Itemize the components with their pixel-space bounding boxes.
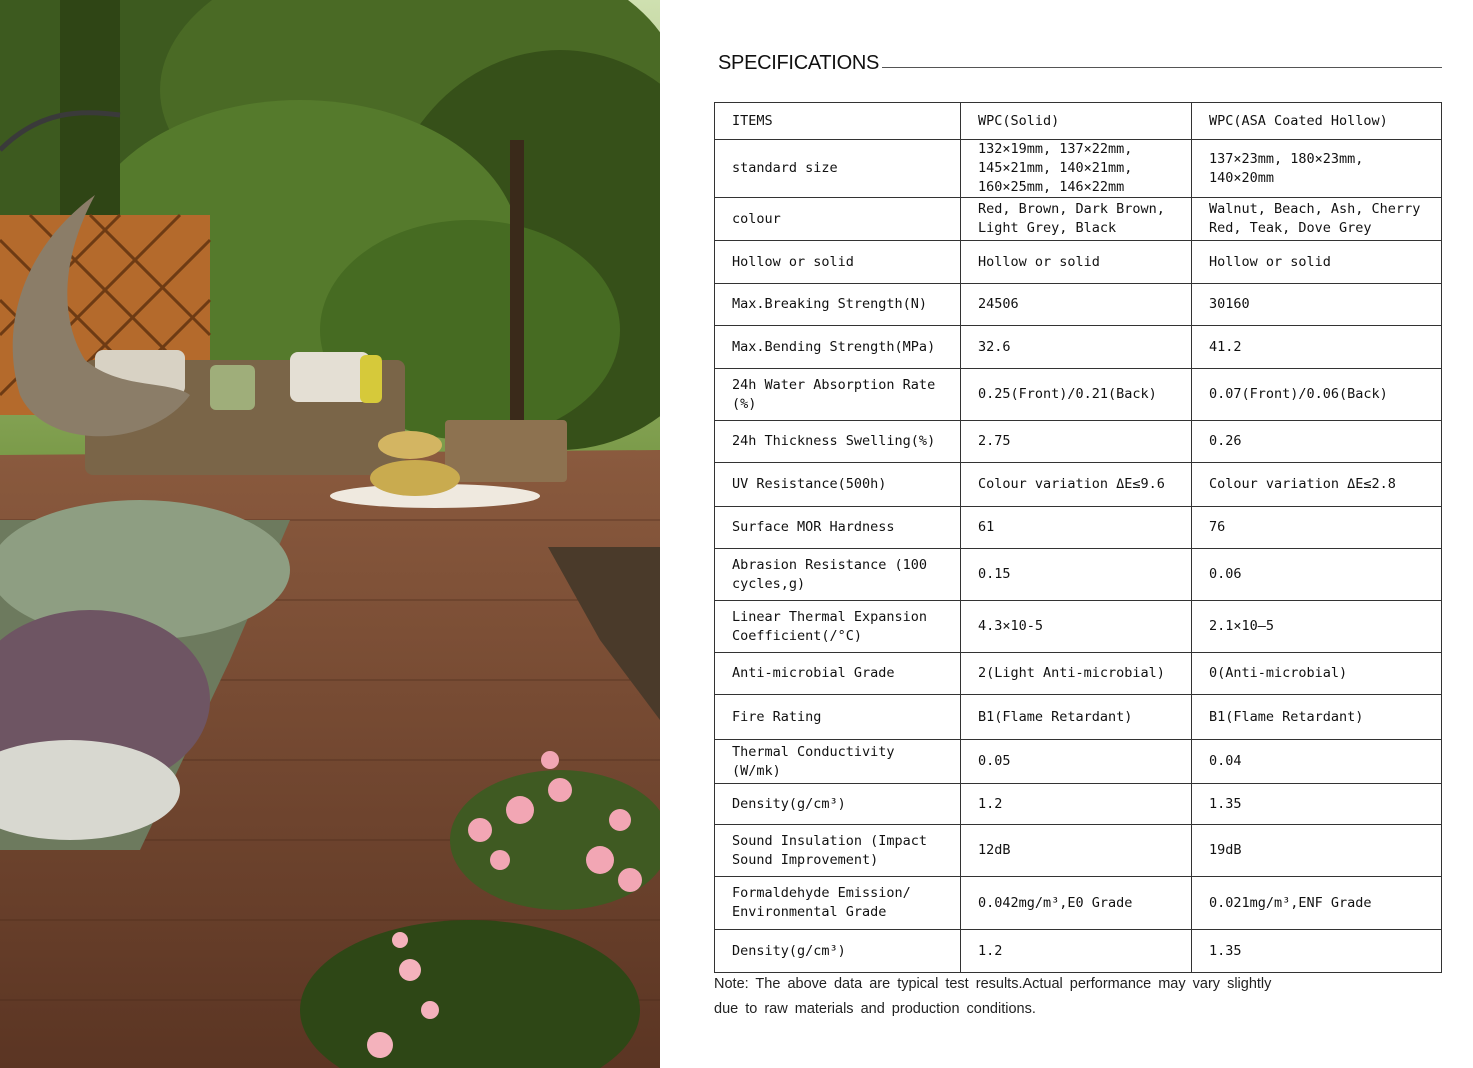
hollow-cell: 41.2	[1192, 326, 1442, 369]
solid-cell: 61	[961, 507, 1192, 549]
hollow-cell: 1.35	[1192, 784, 1442, 825]
solid-cell: 4.3×10-5	[961, 601, 1192, 653]
solid-cell: 12dB	[961, 825, 1192, 877]
page-title: SPECIFICATIONS	[718, 52, 880, 74]
item-cell: Max.Breaking Strength(N)	[715, 284, 961, 326]
hollow-cell: B1(Flame Retardant)	[1192, 695, 1442, 740]
solid-cell: Hollow or solid	[961, 241, 1192, 284]
table-row	[715, 653, 1442, 695]
table-row	[715, 198, 1442, 241]
item-cell: Fire Rating	[715, 695, 961, 740]
header-cell-solid: WPC(Solid)	[961, 103, 1192, 140]
hollow-cell: Colour variation ΔE≤2.8	[1192, 463, 1442, 507]
item-cell: 24h Water Absorption Rate (%)	[715, 369, 961, 421]
item-cell: colour	[715, 198, 961, 241]
table-row	[715, 601, 1442, 653]
footnote: Note: The above data are typical test results.Actual performance may vary slightly due to raw materials and production conditions.	[714, 976, 1272, 1017]
table-row	[715, 463, 1442, 507]
item-cell: standard size	[715, 140, 961, 198]
table-row	[715, 369, 1442, 421]
item-cell: Hollow or solid	[715, 241, 961, 284]
solid-cell: Red, Brown, Dark Brown, Light Grey, Black	[961, 198, 1192, 241]
item-cell: Density(g/cm³)	[715, 784, 961, 825]
hollow-cell: 137×23mm, 180×23mm, 140×20mm	[1192, 140, 1442, 198]
solid-cell: 1.2	[961, 930, 1192, 973]
solid-cell: 0.15	[961, 549, 1192, 601]
table-row	[715, 326, 1442, 369]
item-cell: Linear Thermal Expansion Coefficient(/°C)	[715, 601, 961, 653]
title-divider	[882, 67, 1442, 68]
table-row	[715, 740, 1442, 784]
solid-cell: 2.75	[961, 421, 1192, 463]
item-cell: Thermal Conductivity (W/mk)	[715, 740, 961, 784]
item-cell: Surface MOR Hardness	[715, 507, 961, 549]
solid-cell: B1(Flame Retardant)	[961, 695, 1192, 740]
solid-cell: Colour variation ΔE≤9.6	[961, 463, 1192, 507]
solid-cell: 1.2	[961, 784, 1192, 825]
solid-cell: 2(Light Anti-microbial)	[961, 653, 1192, 695]
table-row	[715, 784, 1442, 825]
hollow-cell: 0.04	[1192, 740, 1442, 784]
hollow-cell: 0(Anti-microbial)	[1192, 653, 1442, 695]
solid-cell: 24506	[961, 284, 1192, 326]
garden-deck-illustration	[0, 0, 660, 1068]
specifications-table	[714, 102, 1442, 973]
header-cell-hollow: WPC(ASA Coated Hollow)	[1192, 103, 1442, 140]
hollow-cell: 19dB	[1192, 825, 1442, 877]
table-header-row	[715, 103, 1442, 140]
table-row	[715, 421, 1442, 463]
hollow-cell: 30160	[1192, 284, 1442, 326]
hollow-cell: 0.26	[1192, 421, 1442, 463]
item-cell: Abrasion Resistance (100 cycles,g)	[715, 549, 961, 601]
table-row	[715, 140, 1442, 198]
hollow-cell: Hollow or solid	[1192, 241, 1442, 284]
solid-cell: 0.042mg/m³,E0 Grade	[961, 877, 1192, 930]
table-row	[715, 507, 1442, 549]
solid-cell: 0.05	[961, 740, 1192, 784]
item-cell: Max.Bending Strength(MPa)	[715, 326, 961, 369]
solid-cell: 0.25(Front)/0.21(Back)	[961, 369, 1192, 421]
garden-deck-photo	[0, 0, 660, 1068]
table-row	[715, 284, 1442, 326]
hollow-cell: 2.1×10—5	[1192, 601, 1442, 653]
item-cell: Sound Insulation (Impact Sound Improvement)	[715, 825, 961, 877]
hollow-cell: 1.35	[1192, 930, 1442, 973]
table-row	[715, 930, 1442, 973]
table-row	[715, 695, 1442, 740]
item-cell: 24h Thickness Swelling(%)	[715, 421, 961, 463]
hollow-cell: 0.06	[1192, 549, 1442, 601]
hollow-cell: Walnut, Beach, Ash, Cherry Red, Teak, Dove Grey	[1192, 198, 1442, 241]
header-cell-items: ITEMS	[715, 103, 961, 140]
table-row	[715, 877, 1442, 930]
table-row	[715, 549, 1442, 601]
solid-cell: 132×19mm, 137×22mm, 145×21mm, 140×21mm, 160×25mm, 146×22mm	[961, 140, 1192, 198]
table-row	[715, 825, 1442, 877]
item-cell: UV Resistance(500h)	[715, 463, 961, 507]
item-cell: Anti-microbial Grade	[715, 653, 961, 695]
item-cell: Formaldehyde Emission/ Environmental Grade	[715, 877, 961, 930]
table-row	[715, 241, 1442, 284]
hollow-cell: 76	[1192, 507, 1442, 549]
hollow-cell: 0.021mg/m³,ENF Grade	[1192, 877, 1442, 930]
hollow-cell: 0.07(Front)/0.06(Back)	[1192, 369, 1442, 421]
solid-cell: 32.6	[961, 326, 1192, 369]
item-cell: Density(g/cm³)	[715, 930, 961, 973]
